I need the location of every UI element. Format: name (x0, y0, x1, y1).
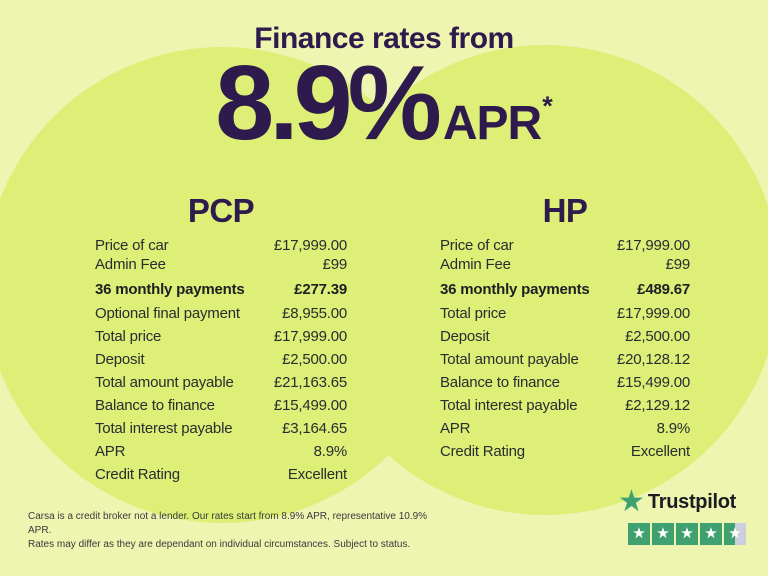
row-value: £99 (322, 256, 347, 273)
star-icon: ★ (632, 525, 646, 542)
table-row (95, 238, 347, 253)
row-value: £2,129.12 (625, 397, 690, 414)
table-row (440, 375, 690, 390)
table-row (440, 282, 690, 297)
headline-rate (0, 44, 768, 162)
row-value: 8.9% (313, 443, 347, 460)
row-value: £17,999.00 (273, 237, 347, 254)
trustpilot-logo (618, 487, 750, 517)
row-label: Credit Rating (95, 466, 180, 483)
row-value: £15,499.00 (273, 397, 347, 414)
row-label: Deposit (440, 328, 490, 345)
row-value: Excellent (287, 466, 347, 483)
trustpilot-wordmark: Trustpilot (647, 490, 737, 513)
disclaimer-line-2: Rates may differ as they are dependant on individual circumstances. Subject to status. (28, 539, 411, 550)
row-label: Total interest payable (95, 420, 233, 437)
disclaimer-line-1: Carsa is a credit broker not a lender. Our rates start from 8.9% APR, representative 10.9% APR. (28, 511, 428, 536)
table-row (95, 352, 347, 367)
row-value: £15,499.00 (616, 374, 690, 391)
row-label: Total amount payable (440, 351, 579, 368)
table-row (95, 444, 347, 459)
table-row (440, 352, 690, 367)
row-label: Admin Fee (95, 256, 166, 273)
table-row (440, 329, 690, 344)
row-label: Deposit (95, 351, 145, 368)
row-value: £99 (665, 256, 690, 273)
row-label: Total price (95, 328, 162, 345)
star-icon: ★ (728, 525, 742, 542)
row-label: Optional final payment (95, 305, 240, 322)
star-icon: ★ (704, 525, 718, 542)
row-label: Total interest payable (440, 397, 578, 414)
row-value: £8,955.00 (282, 305, 347, 322)
row-value: £20,128.12 (616, 351, 690, 368)
row-value: £2,500.00 (625, 328, 690, 345)
row-value: £277.39 (294, 281, 347, 298)
row-label: APR (440, 420, 471, 437)
table-row (95, 467, 347, 482)
row-label: Price of car (95, 237, 169, 254)
rate-footnote-marker: * (542, 91, 553, 121)
table-row (440, 306, 690, 321)
row-label: Balance to finance (440, 374, 560, 391)
table-row (440, 257, 690, 272)
row-label: Credit Rating (440, 443, 525, 460)
table-row (95, 306, 347, 321)
row-label: Total price (440, 305, 507, 322)
row-value: £17,999.00 (616, 237, 690, 254)
disclaimer (28, 510, 428, 552)
rating-star-box (628, 523, 650, 545)
rating-star-box (700, 523, 722, 545)
star-icon: ★ (680, 525, 694, 542)
trustpilot-star-icon: ★ (618, 485, 645, 518)
row-value: Excellent (630, 443, 690, 460)
rate-unit: APR (442, 97, 542, 150)
table-row (95, 375, 347, 390)
table-row (95, 398, 347, 413)
table-row (95, 257, 347, 272)
row-label: APR (95, 443, 126, 460)
rating-star-box (676, 523, 698, 545)
row-label: Balance to finance (95, 397, 215, 414)
banner-title: Finance rates from (254, 22, 514, 55)
table-row (440, 238, 690, 253)
row-label: Admin Fee (440, 256, 511, 273)
pcp-table-title: PCP (187, 192, 255, 229)
star-icon: ★ (656, 525, 670, 542)
pcp-table (95, 238, 347, 490)
table-row (440, 398, 690, 413)
hp-table-title: HP (542, 192, 588, 229)
rating-star-box (652, 523, 674, 545)
row-value: £17,999.00 (616, 305, 690, 322)
row-value: £489.67 (637, 281, 690, 298)
row-value: £17,999.00 (273, 328, 347, 345)
trustpilot-badge[interactable] (618, 487, 750, 545)
rate-value: 8.9% (215, 44, 437, 162)
hp-table (440, 238, 690, 467)
table-row (95, 282, 347, 297)
table-row (440, 444, 690, 459)
trustpilot-rating-stars (628, 523, 750, 545)
rating-star-box (724, 523, 746, 545)
row-label: 36 monthly payments (95, 281, 245, 298)
table-row (95, 421, 347, 436)
row-label: Total amount payable (95, 374, 234, 391)
table-row (440, 421, 690, 436)
row-value: £2,500.00 (282, 351, 347, 368)
row-value: £3,164.65 (282, 420, 347, 437)
row-label: Price of car (440, 237, 514, 254)
row-value: 8.9% (656, 420, 690, 437)
row-value: £21,163.65 (273, 374, 347, 391)
table-row (95, 329, 347, 344)
row-label: 36 monthly payments (440, 281, 590, 298)
